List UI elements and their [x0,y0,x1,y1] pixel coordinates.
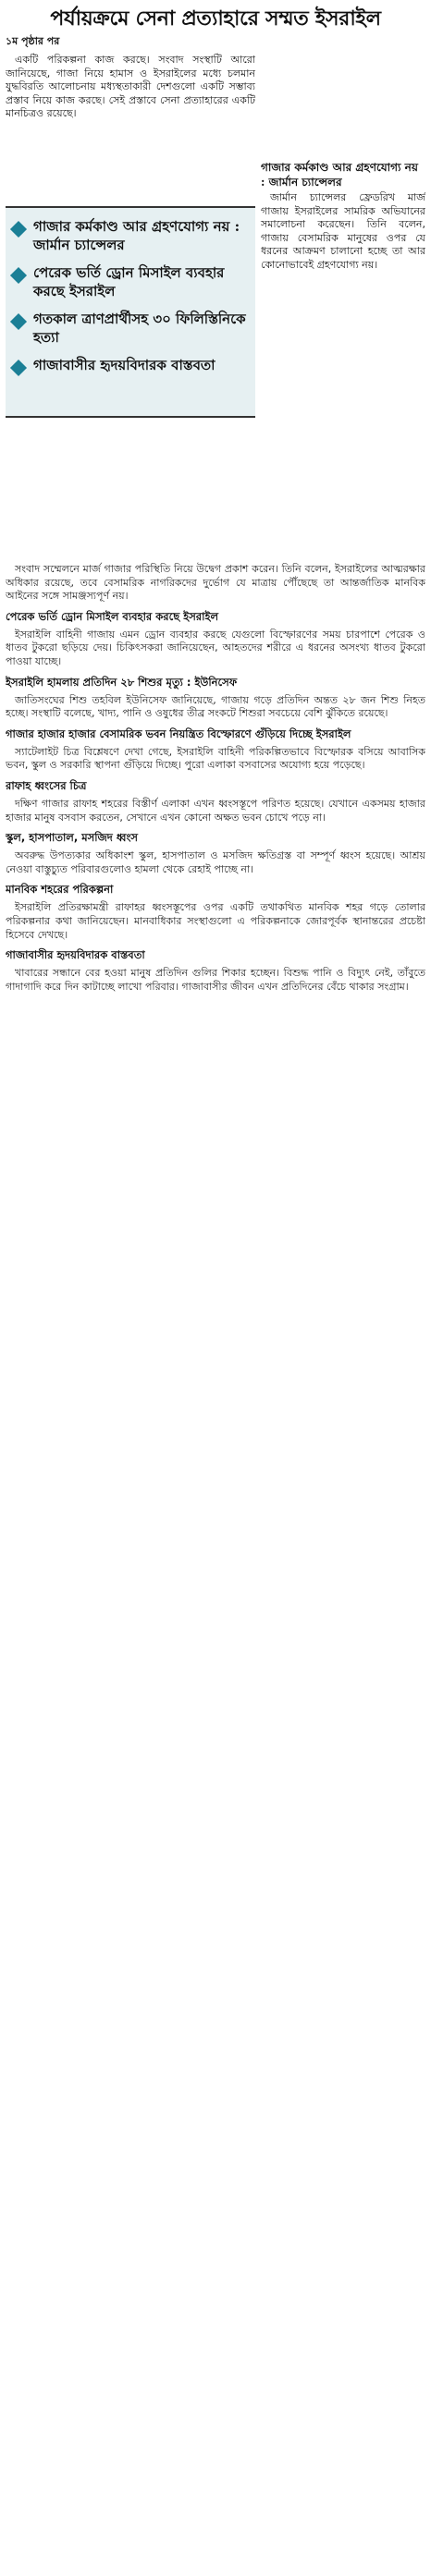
section-subhead: গাজাবাসীর হৃদয়বিদারক বাস্তবতা [6,948,145,962]
intro-paragraph: একটি পরিকল্পনা কাজ করছে। সংবাদ সংস্থাটি আরো জানিয়েছে, গাজা নিয়ে হামাস ও ইসরাইলের মধ্যে চলমান যুদ্ধবিরতি আলোচনায় মধ্যস্থতাকারী দেশগুলো একটি সম্ভাব্য প্রস্তাব নিয়ে কাজ করছে। সেই প্রস্তাবে সেনা প্রত্যাহারের একটি মানচিত্রও রয়েছে। [6,54,255,120]
section-subhead: পেরেক ভর্তি ড্রোন মিসাইল ব্যবহার করছে ইসরাইল [6,609,219,623]
section-subhead: মানবিক শহরের পরিকল্পনা [6,883,114,897]
highlight-text: গাজাবাসীর হৃদয়বিদারক বাস্তবতা [33,357,216,373]
article-paragraph: খাবারের সন্ধানে বের হওয়া মানুষ প্রতিদিন গুলির শিকার হচ্ছেন। বিশুদ্ধ পানি ও বিদ্যুৎ নেই, তাঁবুতে গাদাগাদি করে দিন কাটাচ্ছে লাখো পরিবার। গাজাবাসীর জীবন এখন প্রতিদিনের বেঁচে থাকার সংগ্রাম। [6,967,425,993]
article-paragraph: ইসরাইলি বাহিনী গাজায় এমন ড্রোন ব্যবহার করছে যেগুলো বিস্ফোরণের সময় চারপাশে পেরেক ও ধাতব টুকরো ছড়িয়ে দেয়। চিকিৎসকরা জানিয়েছেন, আহতদের শরীরে এ ধরনের অসংখ্য ধাতব টুকরো পাওয়া যাচ্ছে। [6,628,425,667]
diamond-bullet-icon [10,313,27,330]
highlight-text: পেরেক ভর্তি ড্রোন মিসাইল ব্যবহার করছে ইসরাইল [33,264,225,299]
right-column-title: গাজার কর্মকাণ্ড আর গ্রহণযোগ্য নয় : জার্মান চ্যান্সেলর [261,161,418,189]
highlight-item [6,208,255,254]
article-paragraph: স্যাটেলাইট চিত্র বিশ্লেষণে দেখা গেছে, ইসরাইলি বাহিনী পরিকল্পিতভাবে বিস্ফোরক বসিয়ে আবাসিক ভবন, স্কুল ও সরকারি স্থাপনা গুঁড়িয়ে দিচ্ছে। পুরো এলাকা বসবাসের অযোগ্য হয়ে পড়েছে। [6,745,425,772]
highlight-item [6,347,255,375]
article-paragraph: দক্ষিণ গাজার রাফাহ শহরের বিস্তীর্ণ এলাকা এখন ধ্বংসস্তূপে পরিণত হয়েছে। যেখানে একসময় হাজার হাজার মানুষ বসবাস করতেন, সেখানে এখন কোনো অক্ষত ভবন চোখে পড়ে না। [6,797,425,824]
diamond-bullet-icon [10,221,27,238]
article-paragraph: জাতিসংঘের শিশু তহবিল ইউনিসেফ জানিয়েছে, গাজায় গড়ে প্রতিদিন অন্তত ২৮ জন শিশু নিহত হচ্ছে। সংস্থাটি বলেছে, খাদ্য, পানি ও ওষুধের তীব্র সংকটে শিশুরা সবচেয়ে বেশি ঝুঁকিতে রয়েছে। [6,693,425,720]
article-paragraph: অবরুদ্ধ উপত্যকার অধিকাংশ স্কুল, হাসপাতাল ও মসজিদ ক্ষতিগ্রস্ত বা সম্পূর্ণ ধ্বংস হয়েছে। আশ্রয় নেওয়া বাস্তুচ্যুত পরিবারগুলোও হামলা থেকে রেহাই পাচ্ছে না। [6,849,425,875]
section-subhead: ইসরাইলি হামলায় প্রতিদিন ২৮ শিশুর মৃত্যু : ইউনিসেফ [6,675,238,689]
news-page [6,4,425,2571]
right-column [261,160,425,273]
intro-column [6,54,255,121]
highlights-box [6,206,255,418]
article-body [6,563,425,995]
highlight-text: গতকাল ত্রাণপ্রার্থীসহ ৩০ ফিলিস্তিনিকে হত্যা [33,311,246,346]
top-block [6,35,425,553]
continued-label: ১ম পৃষ্ঠার পর [6,35,60,47]
right-column-text: জার্মান চ্যান্সেলর ফ্রেডরিখ মার্জ গাজায় ইসরাইলের সামরিক অভিযানের সমালোচনা করেছেন। তিনি বলেন, গাজায় বেসামরিক মানুষের ওপর যে ধরনের আক্রমণ চালানো হচ্ছে তা আর কোনোভাবেই গ্রহণযোগ্য নয়। [261,191,425,271]
highlight-item [6,300,255,347]
highlight-item [6,254,255,300]
section-subhead: রাফাহ ধ্বংসের চিত্র [6,778,87,792]
headline: পর্যায়ক্রমে সেনা প্রত্যাহারে সম্মত ইসরাইল [50,6,381,31]
diamond-bullet-icon [10,360,27,376]
diamond-bullet-icon [10,267,27,284]
section-subhead: গাজার হাজার হাজার বেসামরিক ভবন নিয়ন্ত্রিত বিস্ফোরণে গুঁড়িয়ে দিচ্ছে ইসরাইল [6,726,351,740]
article-paragraph: ইসরাইলি প্রতিরক্ষামন্ত্রী রাফাহর ধ্বংসস্তূপের ওপর একটি তথাকথিত মানবিক শহর গড়ে তোলার পরিকল্পনার কথা জানিয়েছেন। মানবাধিকার সংস্থাগুলো এ পরিকল্পনাকে জোরপূর্বক স্থানান্তরের প্রচেষ্টা হিসেবে দেখছে। [6,901,425,941]
highlight-text: গাজার কর্মকাণ্ড আর গ্রহণযোগ্য নয় : জার্মান চ্যান্সেলর [33,218,240,253]
section-subhead: স্কুল, হাসপাতাল, মসজিদ ধ্বংস [6,831,138,845]
article-paragraph: সংবাদ সম্মেলনে মার্জ গাজার পরিস্থিতি নিয়ে উদ্বেগ প্রকাশ করেন। তিনি বলেন, ইসরাইলের আত্মরক্ষার অধিকার রয়েছে, তবে বেসামরিক নাগরিকদের দুর্ভোগ যে মাত্রায় পৌঁছেছে তা আন্তর্জাতিক মানবিক আইনের সঙ্গে সামঞ্জস্যপূর্ণ নয়। [6,563,425,603]
